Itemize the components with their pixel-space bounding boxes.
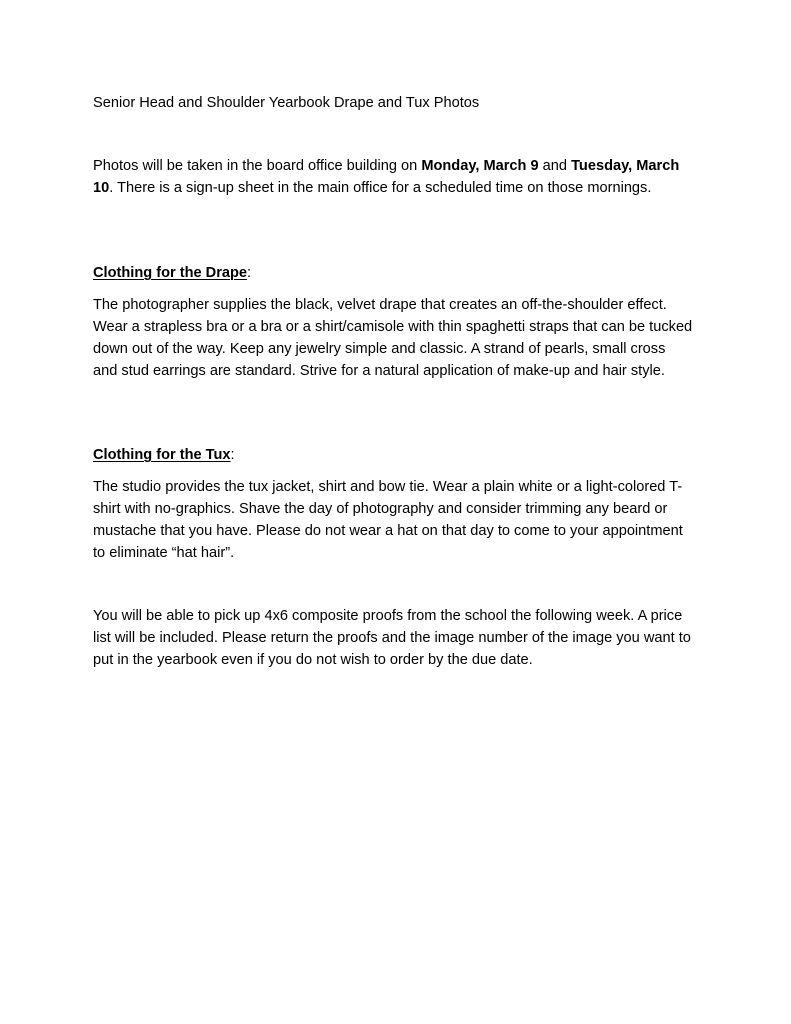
intro-paragraph [93, 155, 693, 199]
first-photo-date: Monday, March 9 [421, 158, 539, 174]
drape-heading-text: Clothing for the Drape [93, 265, 248, 281]
intro-lead-text: Photos will be taken in the board office building on [93, 158, 422, 174]
intro-joiner-text: and [538, 158, 572, 174]
drape-paragraph: The photographer supplies the black, velvet drape that creates an off-the-shoulder effect. Wear a strapless bra or a bra or a shirt/camisole with thin spaghetti straps that can be tucked down out of the way. Keep any jewelry simple and classic. A strand of pearls, small cross and stud earrings are standard. Strive for a natural application of make-up and hair style. [93, 297, 693, 379]
intro-tail-text: . There is a sign-up sheet in the main office for a scheduled time on those mornings. [109, 180, 652, 196]
tux-heading-colon: : [230, 447, 235, 463]
drape-section-heading [93, 262, 693, 284]
drape-heading-colon: : [247, 265, 252, 281]
tux-paragraph: The studio provides the tux jacket, shirt and bow tie. Wear a plain white or a light-colored T-shirt with no-graphics. Shave the day of photography and consider trimming any beard or mustache that you have. Please do not wear a hat on that day to come to your appointment to eliminate “hat hair”. [93, 479, 683, 561]
proofs-paragraph: You will be able to pick up 4x6 composite proofs from the school the following week. A price list will be included. Please return the proofs and the image number of the image you want to put in the yearbook even if you do not wish to order by the due date. [93, 608, 691, 668]
tux-heading-text: Clothing for the Tux [93, 447, 231, 463]
tux-section-heading [93, 444, 693, 466]
second-photo-date: Tuesday, March 10 [93, 158, 680, 196]
document-title: Senior Head and Shoulder Yearbook Drape and Tux Photos [93, 95, 480, 111]
